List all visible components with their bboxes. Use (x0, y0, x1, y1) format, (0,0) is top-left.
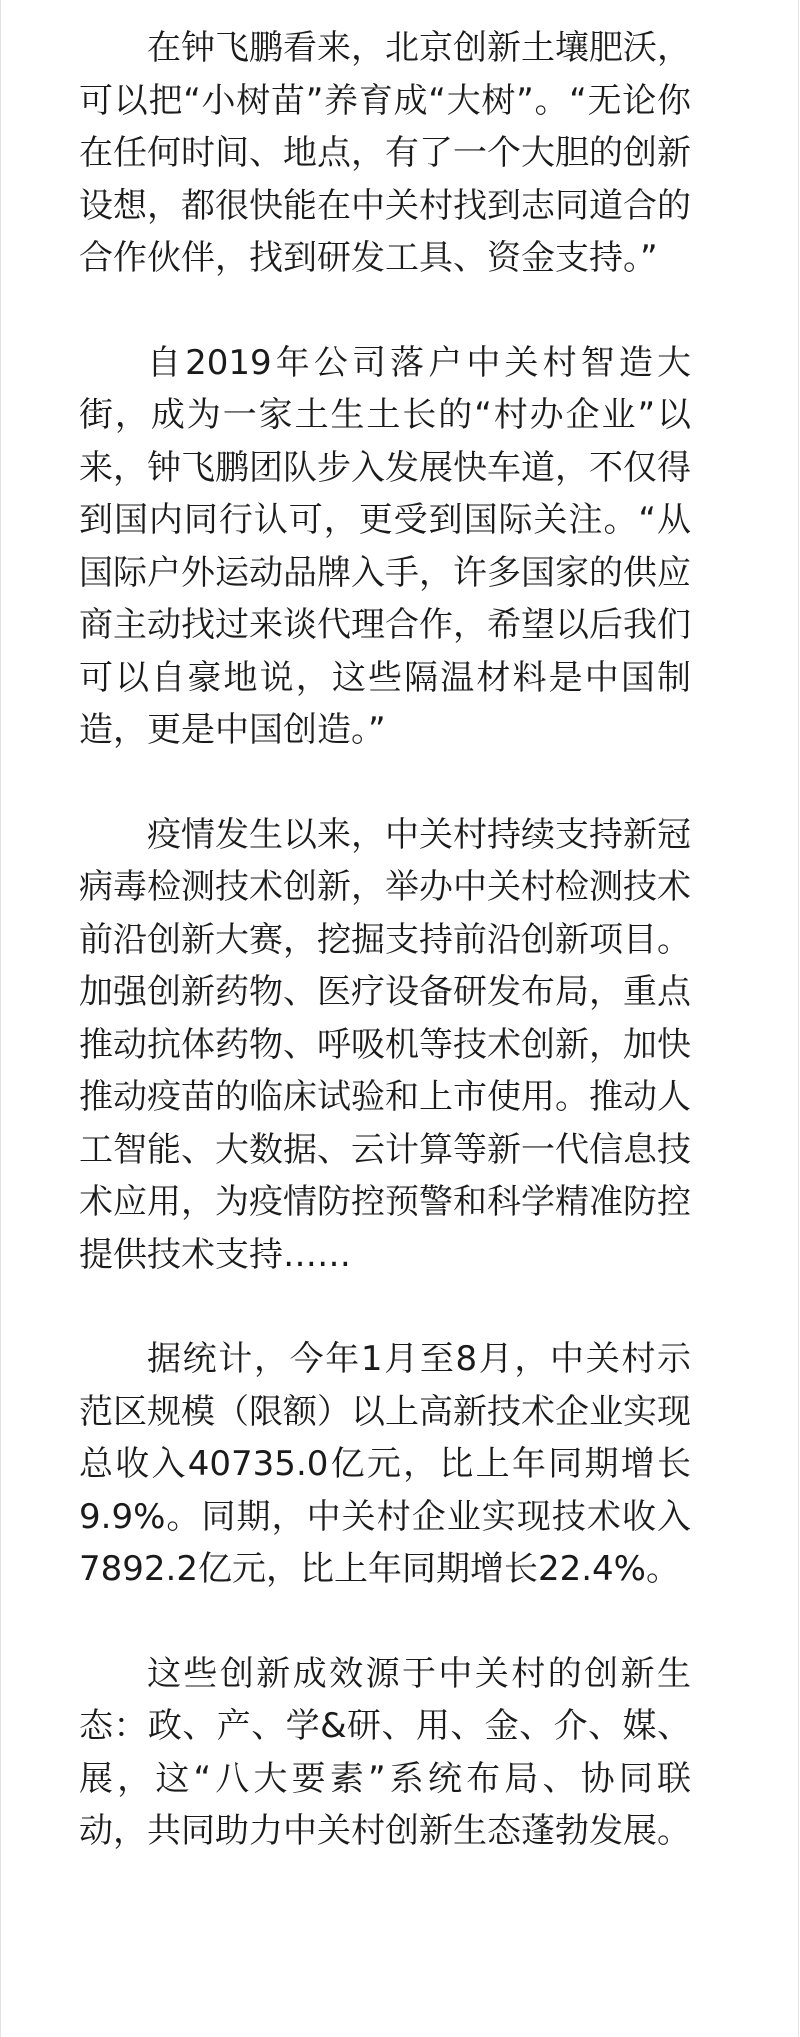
paragraph-zhong-feipeng-view: 在钟飞鹏看来，北京创新土壤肥沃，可以把“小树苗”养育成“大树”。“无论你在任何时间、地点，有了一个大胆的创新设想，都很快能在中关村找到志同道合的合作伙伴，找到研发工具、资金支持。” (79, 28, 691, 278)
paragraph-company-settlement: 自2019年公司落户中关村智造大街，成为一家土生土长的“村办企业”以来，钟飞鹏团队步入发展快车道，不仅得到国内同行认可，更受到国际关注。“从国际户外运动品牌入手，许多国家的供应商主动找过来谈代理合作，希望以后我们可以自豪地说，这些隔温材料是中国制造，更是中国创造。” (79, 342, 691, 750)
paragraph-innovation-ecosystem: 这些创新成效源于中关村的创新生态：政、产、学&研、用、金、介、媒、展，这“八大要素”系统布局、协同联动，共同助力中关村创新生态蓬勃发展。 (79, 1653, 691, 1851)
article-body (79, 22, 691, 1858)
paragraph-statistics: 据统计，今年1月至8月，中关村示范区规模（限额）以上高新技术企业实现总收入40735.0亿元，比上年同期增长9.9%。同期，中关村企业实现技术收入7892.2亿元，比上年同期增长22.4%。 (79, 1339, 691, 1589)
paragraph-epidemic-support: 疫情发生以来，中关村持续支持新冠病毒检测技术创新，举办中关村检测技术前沿创新大赛，挖掘支持前沿创新项目。加强创新药物、医疗设备研发布局，重点推动抗体药物、呼吸机等技术创新，加快推动疫苗的临床试验和上市使用。推动人工智能、大数据、云计算等新一代信息技术应用，为疫情防控预警和科学精准防控提供技术支持…… (79, 814, 691, 1275)
